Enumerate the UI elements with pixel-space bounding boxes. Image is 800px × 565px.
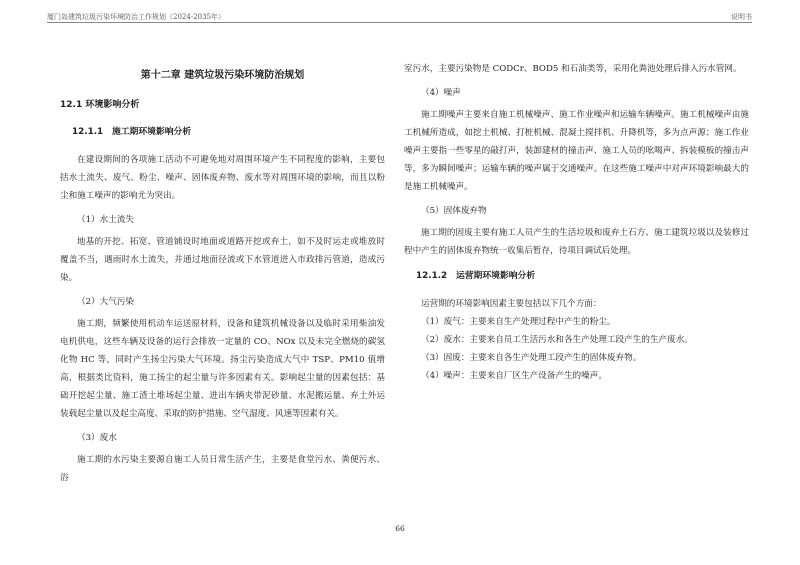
- item-heading-noise: （4）噪声: [421, 88, 461, 98]
- paragraph-noise: 施工期噪声主要来自施工机械噪声、施工作业噪声和运输车辆噪声。施工机械噪声由施工机械所造成，如挖土机械、打桩机械、混凝土搅拌机、升降机等，多为点声源；施工作业噪声主要指一些零星的敲打声，装卸建材的撞击声、施工人员的吆喝声、拆装模板的撞击声等，多为瞬间噪声；运输车辆的噪声属于交通噪声。在这些施工噪声中对声环境影响最大的是施工机械噪声。: [404, 110, 749, 192]
- paragraph-air-pollution: 施工期，频繁使用机动车运送原材料，设备和建筑机械设备以及临时采用柴油发电机供电，这些车辆及设备的运行会排放一定量的 CO、NOx 以及未完全燃烧的碳氢化物 HC 等，同时产生扬尘污染大气环境。扬尘污染造成大气中 TSP、PM10 值增高，根据类比资料，施工扬尘的起尘量与许多因素有关。影响起尘量的因素包括：基础开挖起尘量、施工渣土堆场起尘量、进出车辆夹带泥砂量、水泥搬运量、弃土外运装载起尘量以及起尘高度、采取的防护措施、空气湿度、风速等因素有关。: [60, 319, 385, 419]
- chapter-title: 第十二章 建筑垃圾污染环境防治规划: [140, 70, 305, 81]
- item-heading-air-pollution: （2）大气污染: [77, 297, 135, 307]
- intro-paragraph: 在建设期间的各项施工活动不可避免地对周围环境产生不同程度的影响，主要包括水土流失、废气、粉尘、噪声、固体废弃物、废水等对周围环境的影响，而且以粉尘和施工噪声的影响尤为突出。: [60, 155, 385, 201]
- paragraph-solid-waste: 施工期的固废主要有施工人员产生的生活垃圾和废弃土石方、施工建筑垃圾以及装修过程中产生的固体废弃物统一收集后暂存，待项目调试后处理。: [404, 228, 749, 256]
- paragraph-wastewater: 施工期的水污染主要源自施工人员日常生活产生，主要是食堂污水、粪便污水、浴: [60, 455, 385, 483]
- left-column: [60, 60, 385, 487]
- operation-item: （1）废气：主要来自生产处理过程中产生的粉尘。: [421, 317, 616, 327]
- header-divider: [47, 22, 752, 23]
- section-heading: 12.1 环境影响分析: [60, 100, 140, 110]
- page-number: 66: [395, 524, 405, 533]
- item-heading-solid-waste: （5）固体废弃物: [421, 206, 487, 216]
- item-heading-wastewater: （3）废水: [77, 433, 117, 443]
- item-heading-soil-erosion: （1）水土流失: [77, 215, 135, 225]
- subsection-heading-operation: 12.1.2 运营期环境影响分析: [416, 271, 536, 281]
- header-document-title: 厦门岛建筑垃圾污染环境防治工作规划（2024-2035年）: [47, 13, 225, 21]
- subsection-heading-construction: 12.1.1 施工期环境影响分析: [72, 127, 192, 137]
- paragraph-wastewater-continued: 室污水，主要污染物是 CODCr、BOD5 和石油类等，采用化粪池处理后排入污水管网。: [404, 64, 742, 74]
- operation-item: （4）噪声：主要来自厂区生产设备产生的噪声。: [421, 371, 607, 381]
- paragraph-soil-erosion: 地基的开挖、拓宽、管道铺设时地面或道路开挖或弃土，如不及时运走或堆放时覆盖不当，遇雨时水土流失，并通过地面径流或下水管道进入市政排污管道，造成污染。: [60, 237, 385, 283]
- operation-item: （2）废水：主要来自员工生活污水和各生产处理工段产生的生产废水。: [421, 335, 693, 345]
- right-column: [404, 60, 749, 385]
- operation-intro: 运营期的环境影响因素主要包括以下几个方面：: [421, 299, 602, 309]
- operation-item: （3）固废：主要来自各生产处理工段产生的固体废弃物。: [421, 353, 642, 363]
- header-section-label: 说明书: [731, 13, 752, 21]
